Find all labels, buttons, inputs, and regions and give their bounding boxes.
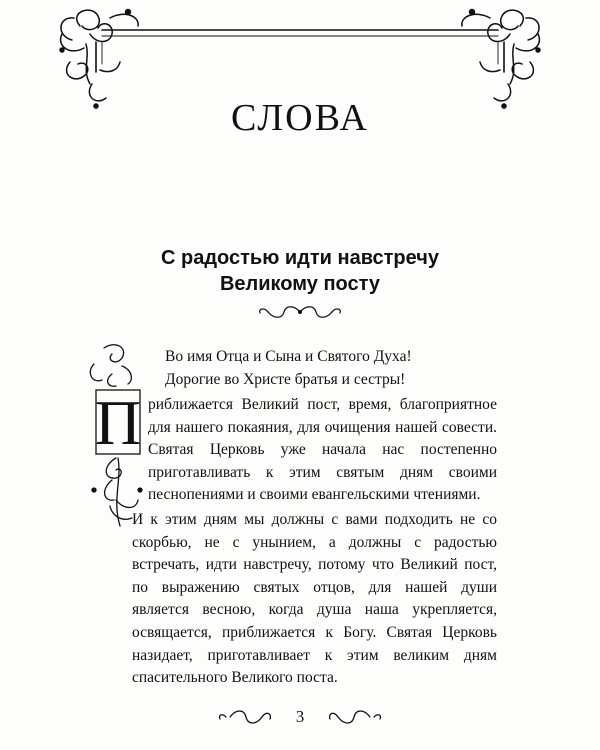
page-number: 3	[295, 707, 305, 726]
sermon-paragraph-2: И к этим дням мы должны с вами подходить не со скорбью, не с унынием, а должны с радостью встречать, идти навстречу, потому что Великий пост, по выражению святых отцов, для нашей души является весною, когда душа наша укрепляется, освящается, приближается к Богу. Святая Церковь назидает, приготавливает к этим великим дням спасительного Великого поста.	[132, 511, 497, 687]
sermon-title	[0, 245, 600, 297]
salutation-line-1: Во имя Отца и Сына и Святого Духа!	[165, 348, 412, 365]
sermon-title-line-1: С радостью идти навстречу	[161, 247, 439, 269]
chapter-title: СЛОВА	[230, 97, 369, 139]
sermon-paragraph-1: риближается Великий пост, время, благоприятное для нашего покаяния, для очищения нашей совести. Святая Церковь уже начала нас постепенно приготавливать к этим святым дням своими песнопениями и своими евангельскими чтениями.	[148, 396, 497, 504]
drop-cap-letter: П	[94, 387, 142, 458]
salutation-line-2: Дорогие во Христе братья и сестры!	[165, 371, 406, 388]
sermon-title-line-2: Великому посту	[219, 273, 381, 295]
drop-cap	[82, 340, 152, 535]
title-ornament-icon	[254, 303, 346, 321]
